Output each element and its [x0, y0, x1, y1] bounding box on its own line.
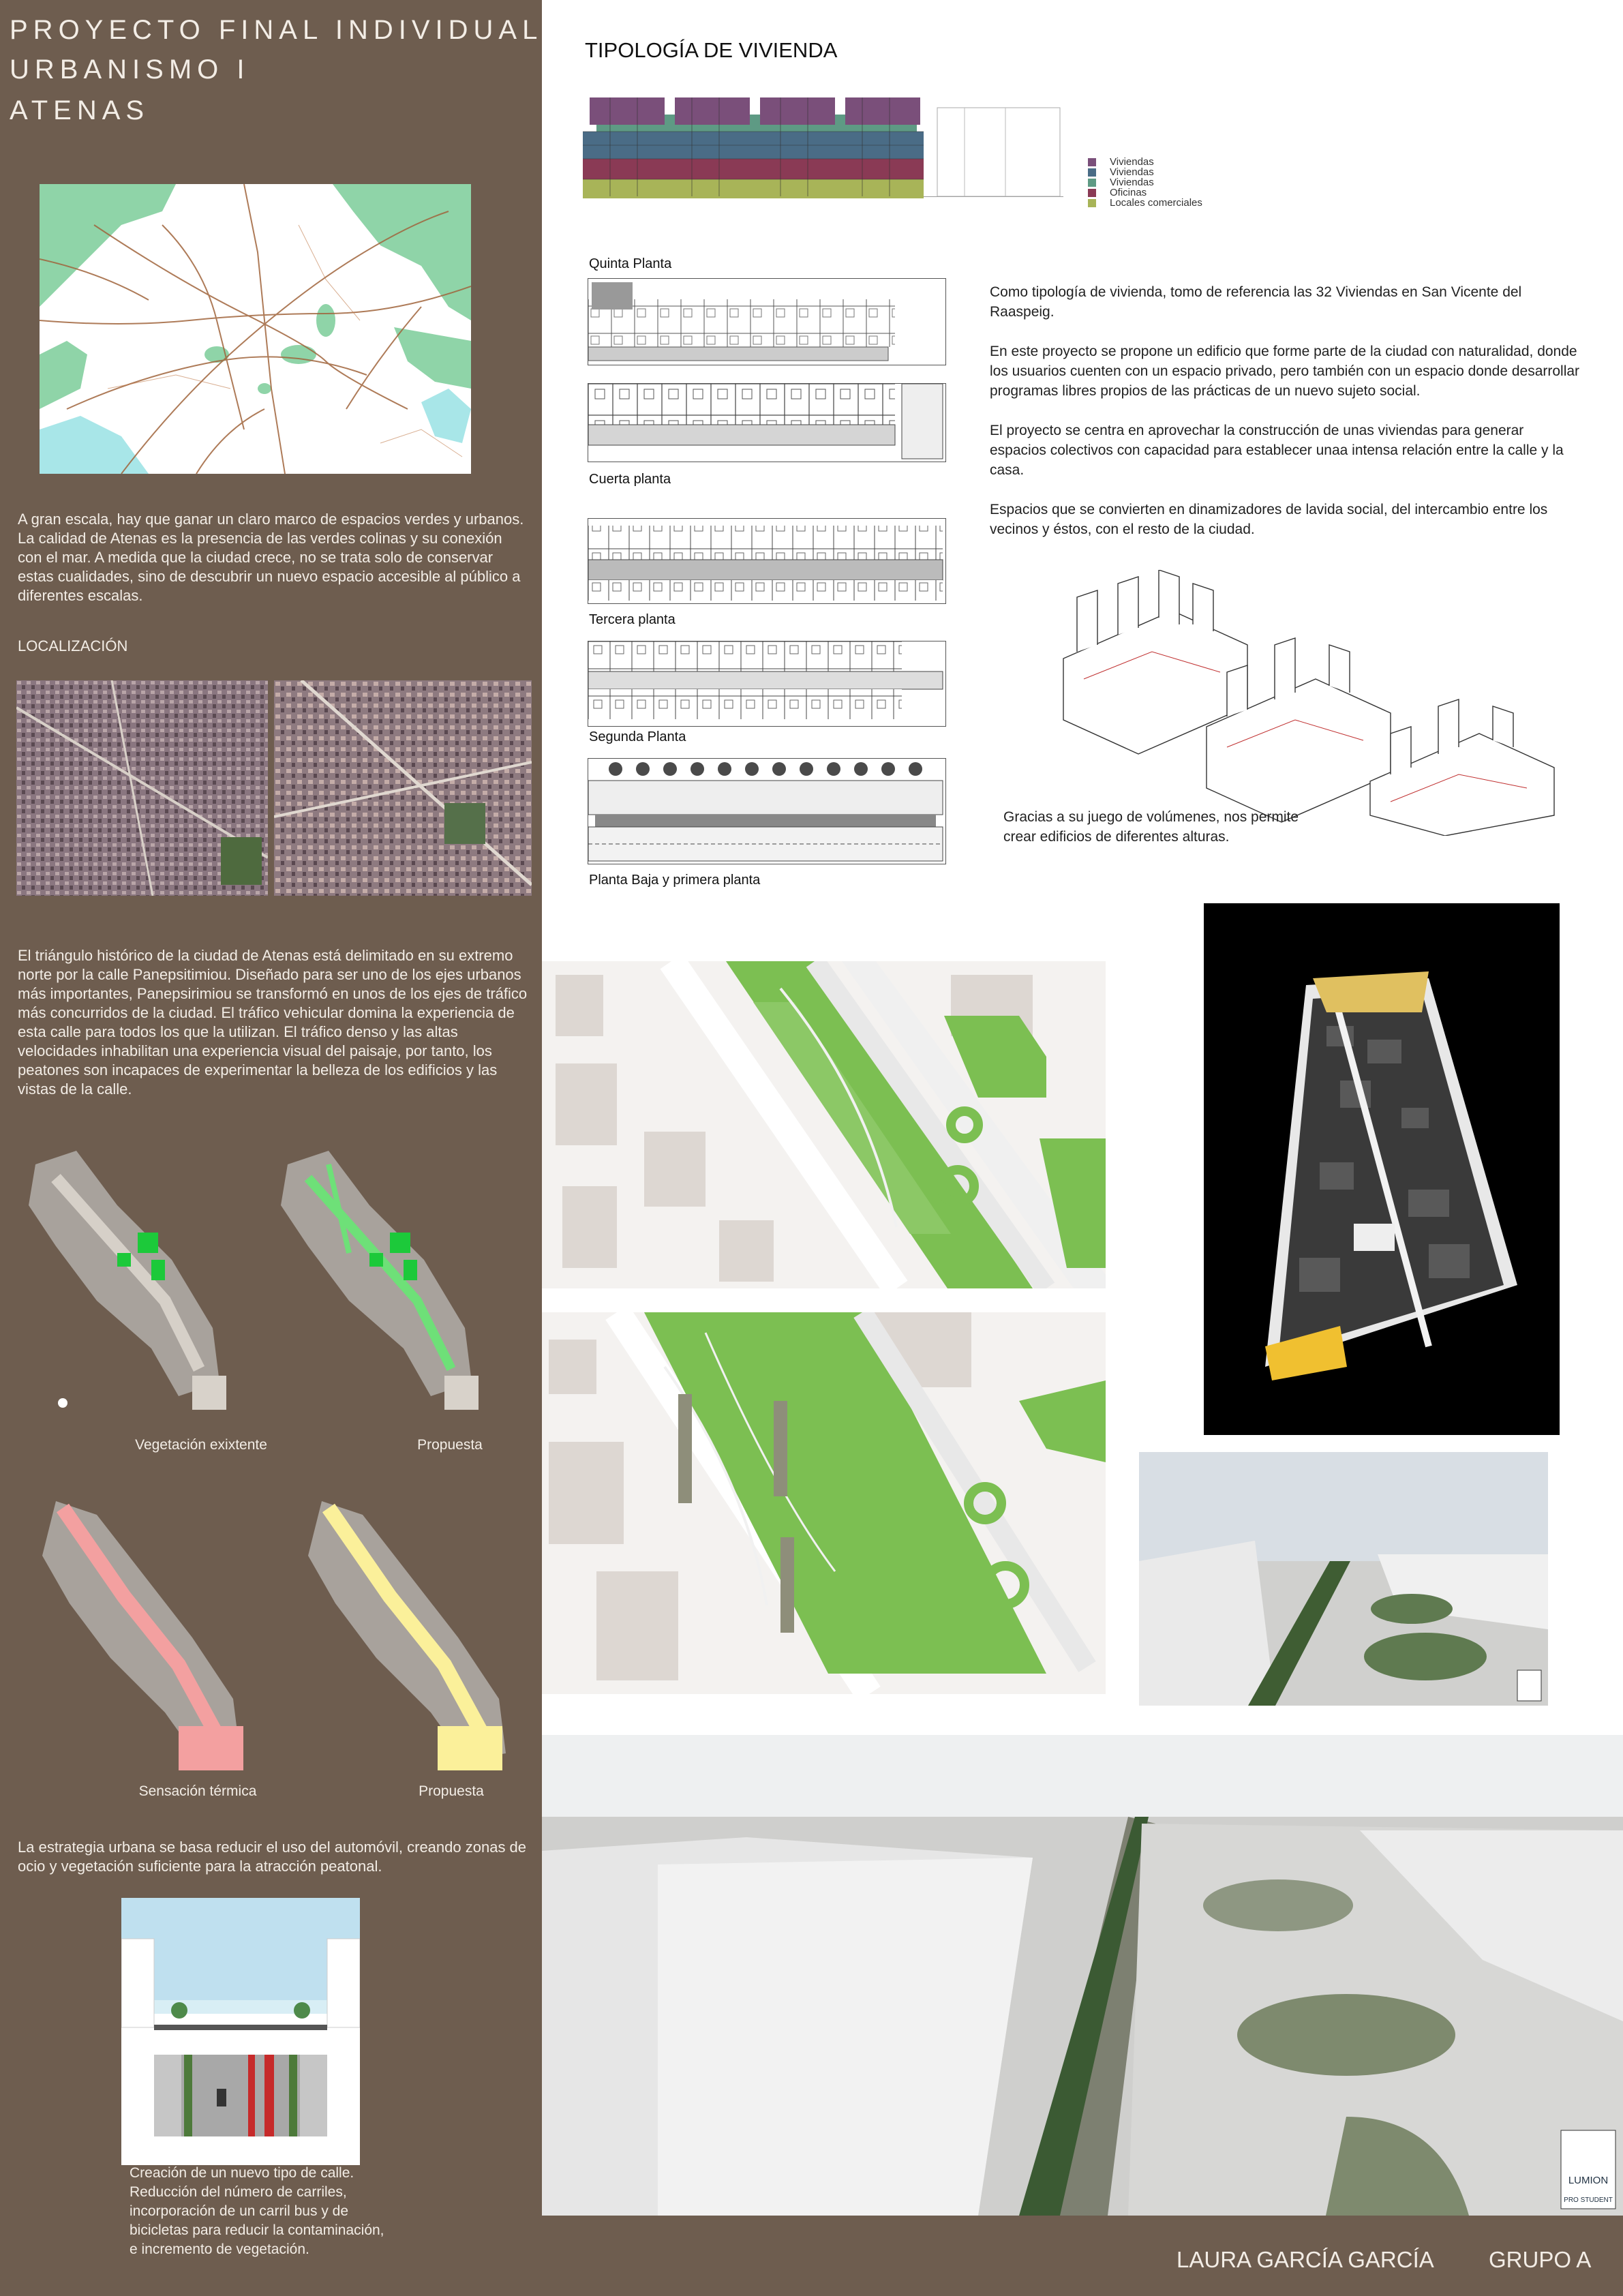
facade-elevation — [583, 94, 1063, 218]
facade-legend — [1088, 157, 1202, 208]
footer-group: GRUPO A — [1489, 2247, 1592, 2272]
floor-plan-cuarta — [588, 383, 946, 462]
legend-item: Locales comerciales — [1088, 198, 1202, 208]
street-section-diagram — [121, 1898, 360, 2165]
site-plan-2 — [542, 1312, 1106, 1694]
caption-propuesta-1: Propuesta — [417, 1437, 483, 1453]
city-3d-model — [1204, 903, 1560, 1435]
legend-swatch — [1088, 179, 1096, 187]
legend-swatch — [1088, 158, 1096, 166]
lumion-logo: LUMION — [1568, 2175, 1609, 2186]
legend-swatch — [1088, 199, 1096, 207]
map-propuesta-verde — [267, 1123, 485, 1417]
floor-plan-baja — [588, 758, 946, 864]
map-propuesta-termica — [294, 1481, 533, 1774]
title-line-3: ATENAS — [10, 95, 150, 125]
render-large — [542, 1735, 1623, 2216]
aerial-photo-left — [16, 680, 268, 896]
tipologia-title: TIPOLOGÍA DE VIVIENDA — [585, 38, 838, 62]
map-sensacion-termica — [15, 1481, 274, 1774]
title-line-2: URBANISMO I — [10, 55, 250, 85]
legend-item: Oficinas — [1088, 187, 1202, 198]
triangle-paragraph: El triángulo histórico de la ciudad de Atenas está delimitado en su extremo norte por la calle Panepsitimiou. Diseñado para ser uno de los ejes urbanos más importantes, Panepsirimiou se transformó en unos de los ejes de tráfico más concurridos de la ciudad. El tráfico vehicular domina la experiencia de esta calle para todos los que la utilizan. El tráfico denso y las altas velocidades inhabilitan una experiencia visual del paisaje, por tanto, los peatones son incapaces de experimentar la belleza de los edificios y las vistas de la calle. — [18, 947, 528, 1098]
map-vegetacion-existente — [15, 1123, 233, 1417]
legend-swatch — [1088, 168, 1096, 177]
legend-item: Viviendas — [1088, 167, 1202, 177]
lumion-sub: PRO STUDENT — [1564, 2196, 1613, 2204]
title-line-1: PROYECTO FINAL INDIVIDUAL — [10, 15, 543, 45]
caption-propuesta-2: Propuesta — [419, 1783, 484, 1799]
footer-author: LAURA GARCÍA GARCÍA — [1177, 2247, 1434, 2272]
plan-label-quinta: Quinta Planta — [589, 256, 672, 271]
legend-item: Viviendas — [1088, 157, 1202, 167]
plan-label-baja: Planta Baja y primera planta — [589, 873, 761, 888]
strategy-paragraph: La estrategia urbana se basa reducir el uso del automóvil, creando zonas de ocio y vegetación suficiente para la atracción peatonal. — [18, 1839, 527, 1875]
footer-bar — [542, 2216, 1623, 2296]
floor-plan-segunda — [588, 641, 946, 727]
legend-swatch — [1088, 189, 1096, 197]
street-caption: Creación de un nuevo tipo de calle. Reducción del número de carriles, incorporación de un carril bus y de bicicletas para reducir la contaminación, e incremento de vegetación. — [130, 2165, 384, 2257]
intro-paragraph: A gran escala, hay que ganar un claro marco de espacios verdes y urbanos. La calidad de Atenas es la presencia de las verdes colinas y su conexión con el mar. A medida que la ciudad crece, no se trata solo de conservar estas cualidades, sino de descubrir un nuevo espacio accesible al público a diferentes escalas. — [18, 511, 524, 604]
plan-label-cuarta: Cuerta planta — [589, 472, 671, 487]
tipologia-description: Como tipología de vivienda, tomo de referencia las 32 Viviendas en San Vicente del Raaspeig. En este proyecto se propone un edificio que forme parte de la ciudad con naturalidad, donde los usuarios cuenten con un espacio privado, pero también con un espacio donde desarrollar programas libres propios de las prácticas de un nuevo sujeto social. El proyecto se centra en aprovechar la construcción de unas viviendas para generar espacios colectivos con capacidad para establecer unaa intensa relación entre la calle y la casa. Espacios que se convierten en dinamizadores de lavida social, del intercambio entre los vecinos y éstos, con el resto de la ciudad. — [990, 284, 1580, 537]
floor-plan-quinta — [588, 278, 946, 365]
localizacion-heading: LOCALIZACIÓN — [18, 637, 128, 654]
floor-plan-tercera — [588, 518, 946, 604]
plan-label-tercera: Tercera planta — [589, 612, 676, 627]
legend-item: Viviendas — [1088, 177, 1202, 187]
caption-sensacion: Sensación térmica — [138, 1783, 257, 1799]
render-small — [1139, 1452, 1548, 1706]
volumes-caption: Gracias a su juego de volúmenes, nos permite crear edificios de diferentes alturas. — [1003, 809, 1299, 845]
volumes-axonometric — [1057, 570, 1561, 836]
site-plan-1 — [542, 961, 1106, 1288]
aerial-photo-right — [274, 680, 532, 896]
plan-label-segunda: Segunda Planta — [589, 729, 686, 744]
athens-map — [40, 184, 471, 474]
caption-veg-existente: Vegetación exixtente — [135, 1437, 267, 1453]
